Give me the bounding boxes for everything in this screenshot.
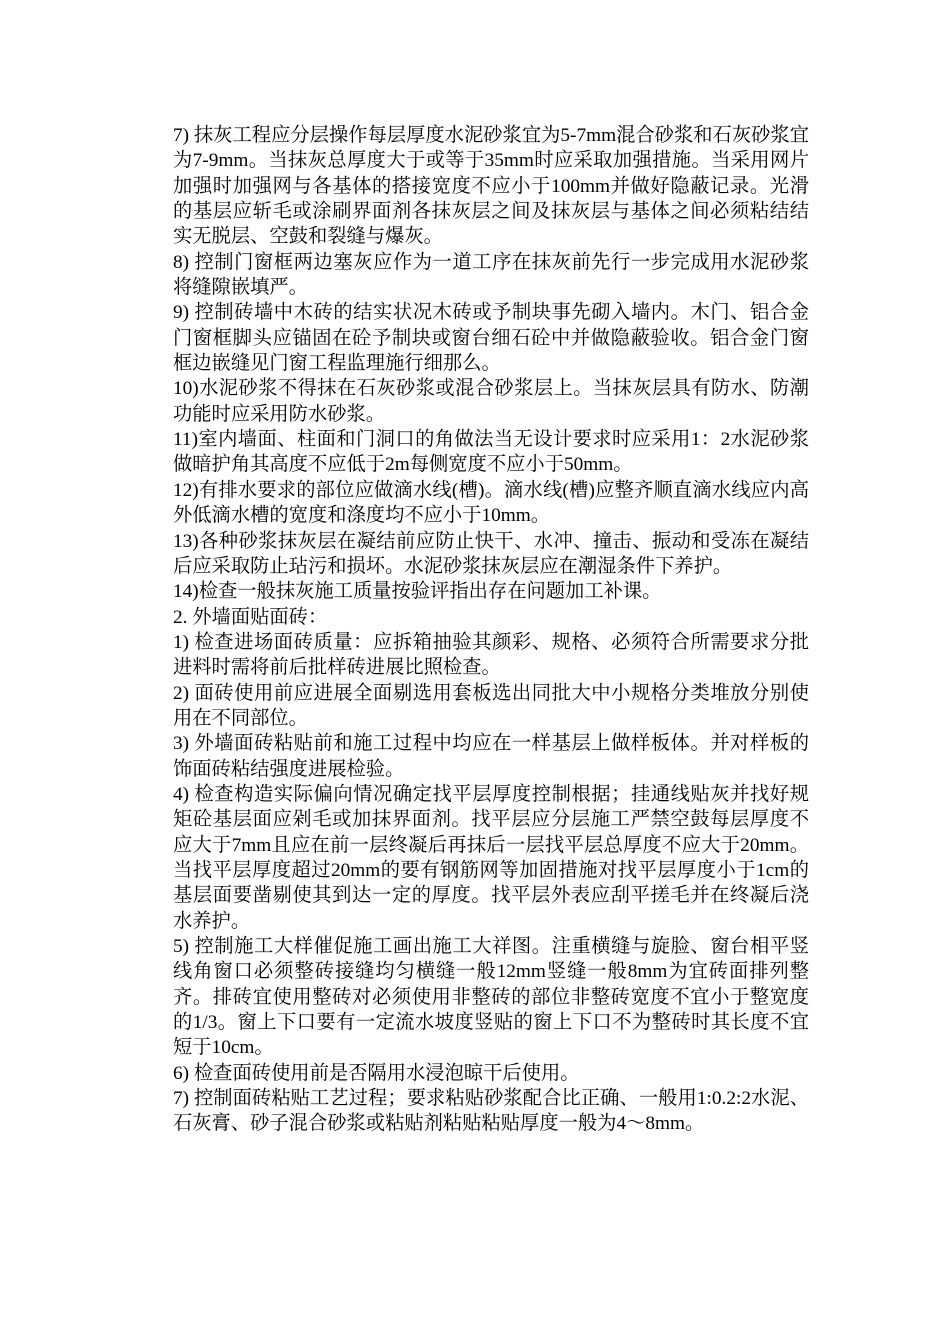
- paragraph-sample-panel: 3) 外墙面砖粘贴前和施工过程中均应在一样基层上做样板体。并对样板的饰面砖粘结强度进展检验。: [173, 733, 809, 780]
- paragraph-tile-sorting: 2) 面砖使用前应进展全面剔选用套板选出同批大中小规格分类堆放分别使用在不同部位。: [173, 682, 809, 729]
- paragraph-construction-detail: 5) 控制施工大样催促施工画出施工大祥图。注重横缝与旋脸、窗台相平竖线角窗口必须整砖接缝均匀横缝一般12mm竖缝一般8mm为宜砖面排列整齐。排砖宜使用整砖对必须使用非整砖的部位非整砖宽度不宜小于整宽度的1/3。窗上下口要有一定流水坡度竖贴的窗上下口不为整砖时其长度不宜短于10cm。: [173, 936, 809, 1059]
- document-body: [173, 123, 809, 1137]
- paragraph-tile-bonding-process: 7) 控制面砖粘贴工艺过程；要求粘贴砂浆配合比正确、一般用1:0.2:2水泥、石灰膏、砂子混合砂浆或粘贴剂粘贴粘贴厚度一般为4～8mm。: [173, 1088, 809, 1135]
- section-heading-exterior-tiles: 2. 外墙面贴面砖：: [173, 606, 328, 628]
- paragraph-plaster-layer-thickness: 7) 抹灰工程应分层操作每层厚度水泥砂浆宜为5-7mm混合砂浆和石灰砂浆宜为7-9mm。当抹灰总厚度大于或等于35mm时应采取加强措施。当采用网片加强时加强网与各基体的搭接宽度不应小于100mm并做好隐蔽记录。光滑的基层应斩毛或涂刷界面剂各抹灰层之间及抹灰层与基体之间必须粘结结实无脱层、空鼓和裂缝与爆灰。: [173, 125, 809, 248]
- paragraph-leveling-layer: 4) 检查构造实际偏向情况确定找平层厚度控制根据；挂通线贴灰并找好规矩砼基层面应剁毛或加抹界面剂。找平层应分层施工严禁空鼓每层厚度不应大于7mm且应在前一层终凝后再抹后一层找平层总厚度不应大于20mm。当找平层厚度超过20mm的要有钢筋网等加固措施对找平层厚度小于1cm的基层面要凿剔使其到达一定的厚度。找平层外表应刮平搓毛并在终凝后浇水养护。: [173, 783, 809, 932]
- paragraph-quality-inspection: 14)检查一般抹灰施工质量按验评指出存在问题加工补课。: [173, 581, 662, 603]
- paragraph-drip-line: 12)有排水要求的部位应做滴水线(槽)。滴水线(槽)应整齐顺直滴水线应内高外低滴水槽的宽度和涤度均不应小于10mm。: [173, 479, 809, 527]
- paragraph-mortar-curing: 13)各种砂浆抹灰层在凝结前应防止快干、水冲、撞击、振动和受冻在凝结后应采取防止玷污和损坏。水泥砂浆抹灰层应在潮湿条件下养护。: [173, 530, 809, 577]
- paragraph-cement-mortar-waterproof: 10)水泥砂浆不得抹在石灰砂浆或混合砂浆层上。当抹灰层具有防水、防潮功能时应采用防水砂浆。: [173, 378, 809, 425]
- paragraph-corner-protection: 11)室内墙面、柱面和门洞口的角做法当无设计要求时应采用1：2水泥砂浆做暗护角其高度不应低于2m每侧宽度不应小于50mm。: [173, 429, 809, 476]
- paragraph-tile-quality-check: 1) 检查进场面砖质量：应拆箱抽验其颜彩、规格、必须符合所需要求分批进料时需将前后批样砖进展比照检查。: [173, 631, 809, 679]
- paragraph-tile-soaking: 6) 检查面砖使用前是否隔用水浸泡晾干后使用。: [173, 1062, 580, 1084]
- paragraph-wood-brick-anchoring: 9) 控制砖墙中木砖的结实状况木砖或予制块事先砌入墙内。木门、铝合金门窗框脚头应锚固在砼予制块或窗台细石砼中并做隐蔽验收。铝合金门窗框边嵌缝见门窗工程监理施行细那么。: [173, 302, 809, 375]
- paragraph-door-window-frame-filling: 8) 控制门窗框两边塞灰应作为一道工序在抹灰前先行一步完成用水泥砂浆将缝隙嵌填严。: [173, 251, 809, 299]
